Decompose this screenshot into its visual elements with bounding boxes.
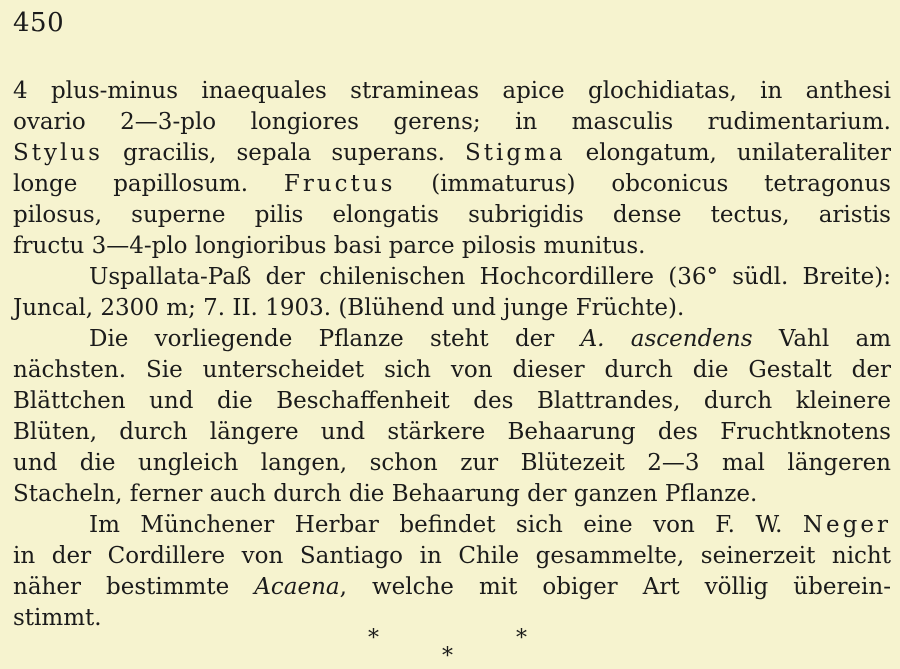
- text-segment: , welche mit obiger Art völlig überein-: [339, 574, 891, 600]
- text-segment: fructu 3—4-plo longioribus basi parce pilosis munitus.: [13, 233, 646, 259]
- text-segment: in der Cordillere von Santiago in Chile gesammelte, seinerzeit nicht: [13, 543, 891, 569]
- text-segment: näher bestimmte: [13, 574, 255, 600]
- text-line: [13, 541, 891, 572]
- text-segment: Die vorliegende Pflanze steht der: [89, 326, 581, 352]
- text-line: [13, 76, 891, 107]
- text-line: [13, 417, 891, 448]
- text-line: [13, 510, 891, 541]
- body-text: [13, 76, 891, 634]
- text-segment: pilosus, superne pilis elongatis subrigidis dense tectus, aristis: [13, 202, 891, 228]
- separator-asterisk: *: [368, 626, 379, 651]
- text-segment: longe papillosum.: [13, 171, 284, 197]
- text-segment: 4 plus-minus inaequales stramineas apice glochidiatas, in anthesi: [13, 78, 891, 104]
- spaced-term: Fructus: [283, 171, 396, 197]
- text-line: [13, 107, 891, 138]
- italic-term: Acaena: [254, 574, 340, 600]
- text-segment: ovario 2—3-plo longiores gerens; in masculis rudimentarium.: [13, 109, 891, 135]
- text-line: [13, 355, 891, 386]
- text-line: [13, 386, 891, 417]
- spaced-term: Stigma: [464, 140, 566, 166]
- text-line: [13, 200, 891, 231]
- text-line: [13, 448, 891, 479]
- italic-term: A. ascendens: [580, 326, 753, 352]
- text-segment: Uspallata-Paß der chilenischen Hochcordillere (36° südl. Breite):: [89, 264, 891, 290]
- text-line: [13, 138, 891, 169]
- text-line: [13, 169, 891, 200]
- text-segment: Stacheln, ferner auch durch die Behaarung der ganzen Pflanze.: [13, 481, 758, 507]
- page-number: 450: [13, 8, 65, 38]
- text-segment: Vahl am: [752, 326, 892, 352]
- separator-asterisk: *: [442, 644, 453, 669]
- text-segment: Blüten, durch längere und stärkere Behaarung des Fruchtknotens: [13, 419, 891, 445]
- text-line: [13, 293, 891, 324]
- text-line: [13, 262, 891, 293]
- text-segment: (immaturus) obconicus tetragonus: [395, 171, 891, 197]
- text-segment: Im Münchener Herbar befindet sich eine von F. W.: [89, 512, 803, 538]
- separator-asterisk: *: [516, 626, 527, 651]
- section-separator: [0, 622, 900, 668]
- text-segment: stimmt.: [13, 605, 102, 631]
- text-segment: Blättchen und die Beschaffenheit des Blattrandes, durch kleinere: [13, 388, 891, 414]
- text-segment: gracilis, sepala superans.: [102, 140, 465, 166]
- text-line: [13, 324, 891, 355]
- text-segment: Juncal, 2300 m; 7. II. 1903. (Blühend und junge Früchte).: [13, 295, 685, 321]
- text-line: [13, 231, 891, 262]
- text-segment: nächsten. Sie unterscheidet sich von dieser durch die Gestalt der: [13, 357, 891, 383]
- text-line: [13, 572, 891, 603]
- text-segment: und die ungleich langen, schon zur Blütezeit 2—3 mal längeren: [13, 450, 891, 476]
- spaced-term: Stylus: [13, 140, 103, 166]
- text-line: [13, 479, 891, 510]
- text-segment: elongatum, unilateraliter: [565, 140, 891, 166]
- spaced-term: Neger: [802, 512, 891, 538]
